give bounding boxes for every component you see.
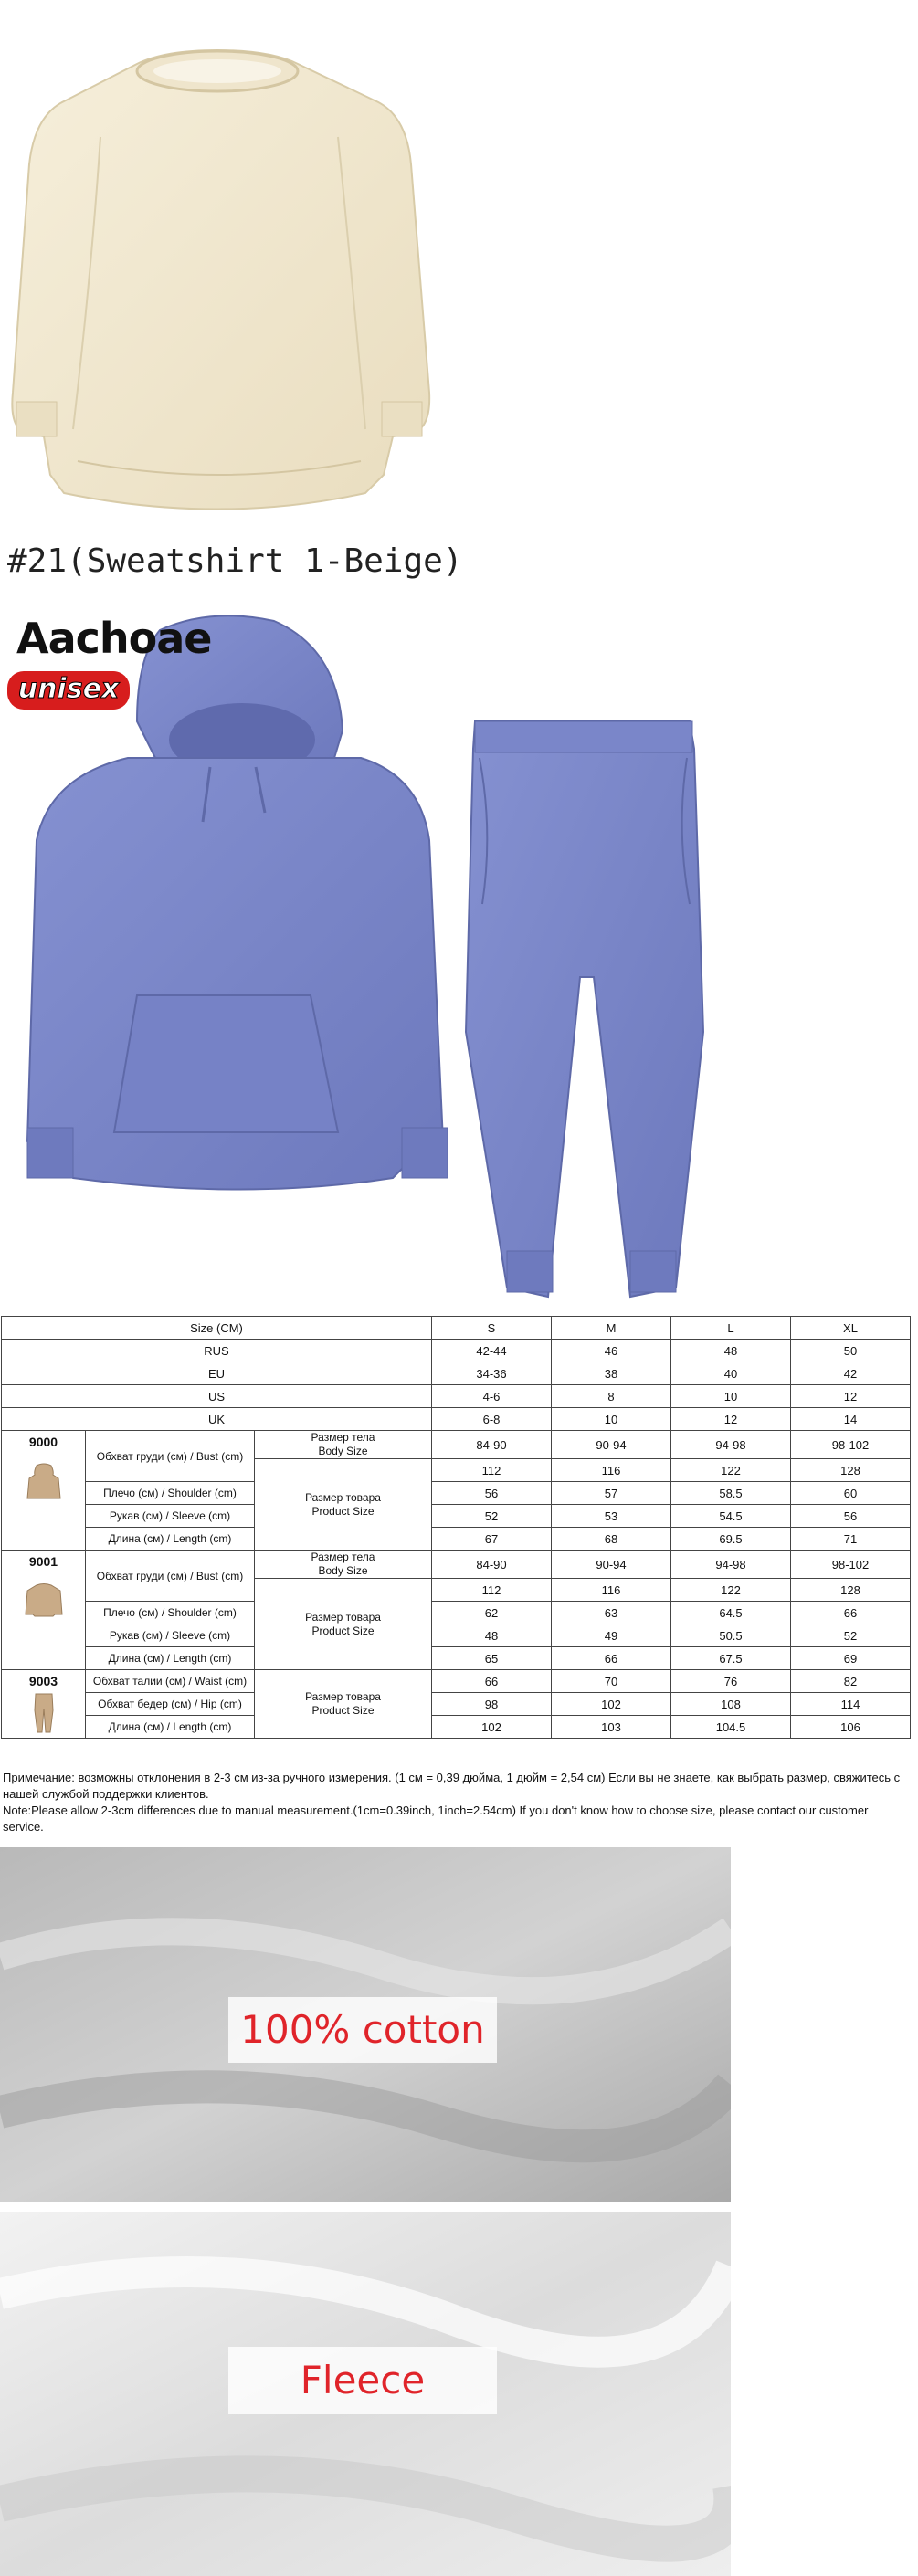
hoodie-pants-image xyxy=(0,594,918,1306)
measure-label: Обхват бедер (см) / Hip (cm) xyxy=(86,1693,255,1716)
size-chart-body xyxy=(2,1317,911,1739)
product-size-en: Product Size xyxy=(311,1504,375,1518)
product-size-en: Product Size xyxy=(311,1624,375,1637)
size-note xyxy=(3,1770,910,1835)
product-code: 9003 xyxy=(28,1674,58,1688)
product-row xyxy=(2,1624,911,1647)
table-cell: 70 xyxy=(552,1670,671,1693)
table-cell: 63 xyxy=(552,1602,671,1624)
table-cell: 46 xyxy=(552,1340,671,1362)
table-cell: 60 xyxy=(791,1482,911,1505)
table-cell: 108 xyxy=(671,1693,791,1716)
size-chart-table xyxy=(1,1316,911,1739)
table-cell: 42 xyxy=(791,1362,911,1385)
conversion-row xyxy=(2,1362,911,1385)
size-header-label: Size (CM) xyxy=(2,1317,432,1340)
size-note-ru: Примечание: возможны отклонения в 2-3 см из-за ручного измерения. (1 см = 0,39 дюйма, 1 дюйм = 2,54 см) Если вы не знаете, как выбрать размер, свяжитесь с нашей службой поддержки клиентов. xyxy=(3,1771,901,1801)
size-note-en: Note:Please allow 2-3cm differences due to manual measurement.(1cm=0.39inch, 1inch=2.54cm) If you don't know how to choose size, please contact our customer service. xyxy=(3,1803,869,1834)
product-size-ru: Размер товара xyxy=(305,1610,381,1624)
table-cell: 50.5 xyxy=(671,1624,791,1647)
table-cell: 14 xyxy=(791,1408,911,1431)
product-size-ru: Размер товара xyxy=(305,1490,381,1504)
hoodie-thumbnail-icon xyxy=(26,1462,62,1502)
table-cell: 94-98 xyxy=(671,1431,791,1459)
table-cell: 69.5 xyxy=(671,1528,791,1551)
product-row xyxy=(2,1716,911,1739)
cotton-label: 100% cotton xyxy=(228,1997,497,2063)
table-cell: 106 xyxy=(791,1716,911,1739)
table-cell: 112 xyxy=(432,1459,552,1482)
table-cell: 48 xyxy=(432,1624,552,1647)
table-cell: 112 xyxy=(432,1579,552,1602)
table-cell: 65 xyxy=(432,1647,552,1670)
product-size-label xyxy=(255,1579,432,1670)
product-size-ru: Размер товара xyxy=(305,1690,381,1703)
measure-label: Плечо (см) / Shoulder (cm) xyxy=(86,1602,255,1624)
product-row xyxy=(2,1551,911,1579)
table-cell: 58.5 xyxy=(671,1482,791,1505)
table-cell: 56 xyxy=(432,1482,552,1505)
size-header-row xyxy=(2,1317,911,1340)
product-size-label xyxy=(255,1459,432,1551)
table-cell: 116 xyxy=(552,1579,671,1602)
measure-label: Длина (см) / Length (cm) xyxy=(86,1716,255,1739)
table-cell: 103 xyxy=(552,1716,671,1739)
table-cell: 76 xyxy=(671,1670,791,1693)
table-cell: 38 xyxy=(552,1362,671,1385)
sweatshirt-thumbnail-icon xyxy=(24,1582,64,1618)
measure-label: Плечо (см) / Shoulder (cm) xyxy=(86,1482,255,1505)
table-cell: 116 xyxy=(552,1459,671,1482)
unisex-label: unisex xyxy=(17,673,120,705)
table-cell: 128 xyxy=(791,1579,911,1602)
table-cell: 66 xyxy=(432,1670,552,1693)
table-cell: 68 xyxy=(552,1528,671,1551)
table-cell: 122 xyxy=(671,1579,791,1602)
conversion-label: RUS xyxy=(2,1340,432,1362)
table-cell: 40 xyxy=(671,1362,791,1385)
table-cell: 12 xyxy=(791,1385,911,1408)
body-size-en: Body Size xyxy=(318,1445,368,1457)
table-cell: 56 xyxy=(791,1505,911,1528)
cotton-fabric-image xyxy=(0,1847,731,2202)
table-cell: 42-44 xyxy=(432,1340,552,1362)
table-cell: 54.5 xyxy=(671,1505,791,1528)
table-cell: 71 xyxy=(791,1528,911,1551)
bust-label: Обхват груди (см) / Bust (cm) xyxy=(86,1551,255,1602)
body-size-label xyxy=(255,1551,432,1579)
table-cell: 66 xyxy=(552,1647,671,1670)
product-code-cell xyxy=(2,1670,86,1739)
pants-thumbnail-icon xyxy=(33,1692,55,1734)
product-row xyxy=(2,1670,911,1693)
table-cell: 128 xyxy=(791,1459,911,1482)
table-cell: 8 xyxy=(552,1385,671,1408)
product-row xyxy=(2,1602,911,1624)
measure-label: Рукав (см) / Sleeve (cm) xyxy=(86,1505,255,1528)
table-cell: 84-90 xyxy=(432,1431,552,1459)
table-cell: 102 xyxy=(432,1716,552,1739)
table-cell: 12 xyxy=(671,1408,791,1431)
brand-logo: Aachoae xyxy=(16,614,212,663)
product-row xyxy=(2,1647,911,1670)
table-cell: 90-94 xyxy=(552,1431,671,1459)
conversion-label: EU xyxy=(2,1362,432,1385)
product-code-cell xyxy=(2,1551,86,1670)
measure-label: Длина (см) / Length (cm) xyxy=(86,1528,255,1551)
conversion-row xyxy=(2,1408,911,1431)
size-s: S xyxy=(432,1317,552,1340)
product-row xyxy=(2,1693,911,1716)
table-cell: 50 xyxy=(791,1340,911,1362)
table-cell: 90-94 xyxy=(552,1551,671,1579)
body-size-label xyxy=(255,1431,432,1459)
product-row xyxy=(2,1431,911,1459)
measure-label: Рукав (см) / Sleeve (cm) xyxy=(86,1624,255,1647)
table-cell: 84-90 xyxy=(432,1551,552,1579)
body-size-ru: Размер тела xyxy=(311,1431,375,1444)
table-cell: 52 xyxy=(791,1624,911,1647)
table-cell: 57 xyxy=(552,1482,671,1505)
table-cell: 4-6 xyxy=(432,1385,552,1408)
table-cell: 49 xyxy=(552,1624,671,1647)
product-row xyxy=(2,1482,911,1505)
table-cell: 102 xyxy=(552,1693,671,1716)
measure-label: Обхват талии (см) / Waist (cm) xyxy=(86,1670,255,1693)
fleece-label: Fleece xyxy=(228,2347,497,2414)
sweatshirt-image xyxy=(0,0,448,539)
product-code-cell xyxy=(2,1431,86,1551)
product-row xyxy=(2,1505,911,1528)
table-cell: 98-102 xyxy=(791,1551,911,1579)
table-cell: 94-98 xyxy=(671,1551,791,1579)
product-row xyxy=(2,1528,911,1551)
table-cell: 10 xyxy=(671,1385,791,1408)
body-size-ru: Размер тела xyxy=(311,1551,375,1563)
product-size-en: Product Size xyxy=(311,1704,375,1717)
conversion-label: UK xyxy=(2,1408,432,1431)
table-cell: 48 xyxy=(671,1340,791,1362)
size-l: L xyxy=(671,1317,791,1340)
table-cell: 53 xyxy=(552,1505,671,1528)
table-cell: 62 xyxy=(432,1602,552,1624)
bust-label: Обхват груди (см) / Bust (cm) xyxy=(86,1431,255,1482)
table-cell: 34-36 xyxy=(432,1362,552,1385)
product-code: 9000 xyxy=(28,1435,58,1449)
table-cell: 122 xyxy=(671,1459,791,1482)
conversion-row xyxy=(2,1340,911,1362)
fleece-fabric-image xyxy=(0,2212,731,2576)
product-caption: #21(Sweatshirt 1-Beige) xyxy=(7,542,463,580)
table-cell: 67.5 xyxy=(671,1647,791,1670)
table-cell: 67 xyxy=(432,1528,552,1551)
conversion-label: US xyxy=(2,1385,432,1408)
size-m: M xyxy=(552,1317,671,1340)
table-cell: 98-102 xyxy=(791,1431,911,1459)
table-cell: 64.5 xyxy=(671,1602,791,1624)
product-code: 9001 xyxy=(28,1554,58,1569)
table-cell: 114 xyxy=(791,1693,911,1716)
table-cell: 69 xyxy=(791,1647,911,1670)
size-xl: XL xyxy=(791,1317,911,1340)
table-cell: 66 xyxy=(791,1602,911,1624)
body-size-en: Body Size xyxy=(318,1564,368,1577)
product-size-label xyxy=(255,1670,432,1739)
table-cell: 10 xyxy=(552,1408,671,1431)
table-cell: 98 xyxy=(432,1693,552,1716)
measure-label: Длина (см) / Length (cm) xyxy=(86,1647,255,1670)
table-cell: 104.5 xyxy=(671,1716,791,1739)
table-cell: 6-8 xyxy=(432,1408,552,1431)
conversion-row xyxy=(2,1385,911,1408)
table-cell: 82 xyxy=(791,1670,911,1693)
table-cell: 52 xyxy=(432,1505,552,1528)
